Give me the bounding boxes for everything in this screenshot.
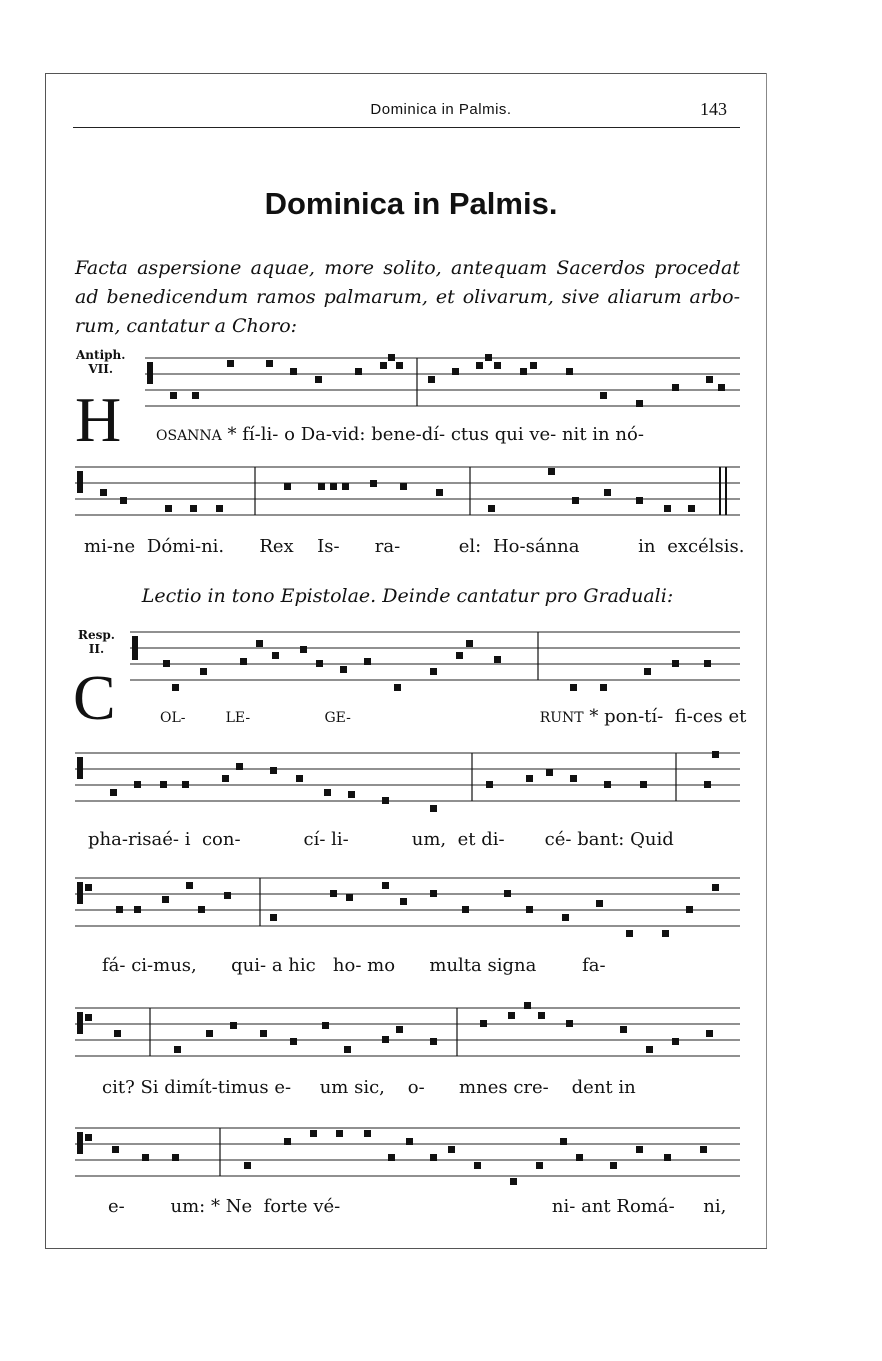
page-title: Dominica in Palmis. (264, 186, 558, 221)
antiphon-lyrics-line-1 (156, 424, 644, 445)
lyric-syllable: RUNT (539, 710, 584, 726)
lyric-syllable: Dómi-ni. (146, 536, 225, 557)
lyric-syllable: multa (429, 955, 482, 976)
responsory-label (78, 628, 115, 656)
lyric-syllable: pha- (88, 829, 128, 850)
lyric-syllable: con- (201, 829, 241, 850)
lyric-syllable: nit (561, 424, 587, 445)
lyric-syllable: * (210, 1196, 220, 1217)
bar-lines (150, 358, 676, 1176)
lyric-syllable: OSANNA (156, 428, 222, 444)
lyric-syllable: vid: (331, 424, 366, 445)
lyric-syllable: pon- (604, 706, 645, 727)
lyric-syllable: fá- (102, 955, 126, 976)
responsory-lyrics-line-2 (88, 829, 674, 850)
lyric-syllable: um (319, 1077, 349, 1098)
lyric-syllable: ni, (703, 1196, 727, 1217)
lyric-syllable: in (618, 1077, 636, 1098)
antiphon-lyrics-line-2 (84, 536, 744, 557)
lyric-syllable: e- (274, 1077, 292, 1098)
lyric-syllable: ci- (131, 955, 154, 976)
responsory-label-text: Resp. (78, 628, 115, 642)
lyric-syllable: i (184, 829, 191, 850)
lyric-syllable: a (271, 955, 283, 976)
lyric-syllable: timus (217, 1077, 269, 1098)
lyric-syllable: cé- (544, 829, 572, 850)
lyric-syllable: Romá- (616, 1196, 675, 1217)
page-number: 143 (700, 99, 727, 119)
responsory-mode: II. (88, 642, 105, 656)
lyric-syllable: li- (260, 424, 279, 445)
lyric-syllable: hic (288, 955, 316, 976)
responsory-initial: C (73, 662, 116, 733)
lyric-syllable: ve- (529, 424, 557, 445)
lyric-syllable: Si (140, 1077, 159, 1098)
lyric-syllable: fi- (674, 706, 693, 727)
lyric-syllable: ho- (332, 955, 362, 976)
lyric-syllable: forte (263, 1196, 308, 1217)
lyric-syllable: Da- (300, 424, 332, 445)
responsory-lyrics-line-3 (102, 955, 606, 976)
lyric-syllable: in (638, 536, 656, 557)
running-head: Dominica in Palmis. (370, 101, 512, 118)
lyric-syllable: e- (108, 1196, 125, 1217)
lyric-syllable: Quid (630, 829, 674, 850)
lyric-syllable: sic, (354, 1077, 385, 1098)
lyric-syllable: um, (411, 829, 447, 850)
lyric-syllable: fa- (582, 955, 606, 976)
lyric-syllable: tí- (644, 706, 664, 727)
lyric-syllable: excélsis. (667, 536, 745, 557)
rubric-lectio: Lectio in tono Epistolae. Deinde cantatur pro Graduali: (141, 585, 674, 607)
lyric-syllable: et (728, 706, 747, 727)
lyric-syllable: ra- (374, 536, 401, 557)
lyric-syllable: fí- (242, 424, 261, 445)
lyric-syllable: GE- (324, 710, 351, 726)
lyric-syllable: nó- (615, 424, 644, 445)
lyric-syllable: mo (367, 955, 396, 976)
lyric-syllable: dí- (421, 424, 446, 445)
lyric-syllable: cit? (102, 1077, 135, 1098)
lyric-syllable: LE- (225, 710, 251, 726)
responsory-lyrics-line-1 (160, 706, 746, 727)
lyric-syllable: OL- (160, 710, 186, 726)
lyric-syllable: Is- (317, 536, 340, 557)
lyric-syllable: et (457, 829, 476, 850)
page-frame-bottom (45, 1248, 767, 1249)
lyric-syllable: dimít- (164, 1077, 218, 1098)
lyric-syllable: dent (571, 1077, 613, 1098)
responsory-lyrics-line-4 (102, 1077, 636, 1098)
lyric-syllable: mnes (459, 1077, 508, 1098)
lyric-syllable: vé- (313, 1196, 341, 1217)
lyric-syllable: ant (581, 1196, 611, 1217)
lyric-syllable: Ho-sánna (492, 536, 580, 557)
lyric-syllable: mus, (153, 955, 197, 976)
lyric-syllable: ni- (551, 1196, 576, 1217)
lyric-syllable: Ne (225, 1196, 253, 1217)
antiphon-initial: H (75, 384, 122, 455)
lyric-syllable: o (284, 424, 295, 445)
staff-lines (75, 358, 740, 1176)
lyric-syllable: ces (692, 706, 723, 727)
lyric-syllable: di- (481, 829, 505, 850)
lyric-syllable: qui- (231, 955, 267, 976)
lyric-syllable: cre- (513, 1077, 549, 1098)
responsory-lyrics-line-5 (108, 1196, 726, 1217)
lyric-syllable: signa (487, 955, 537, 976)
antiphon-mode: VII. (88, 362, 114, 376)
rubric-instruction: Facta aspersione aquae, more solito, antequam Sacerdos procedat ad benedicendum ramos palmarum, et olivarum, sive aliarum arbo-rum, cantatur a Choro: (75, 257, 740, 337)
lyric-syllable: risaé- (127, 829, 180, 850)
lyric-syllable: li- (331, 829, 349, 850)
lyric-syllable: bant: (577, 829, 625, 850)
antiphon-label-text: Antiph. (76, 348, 126, 362)
lyric-syllable: * (227, 424, 237, 445)
lyric-syllable: bene- (371, 424, 422, 445)
lyric-syllable: in (592, 424, 610, 445)
lyric-syllable: um: (170, 1196, 206, 1217)
lyric-syllable: Rex (259, 536, 294, 557)
lyric-syllable: qui (494, 424, 524, 445)
lyric-syllable: cí- (303, 829, 326, 850)
lyric-syllable: ctus (450, 424, 489, 445)
lyric-syllable: el: (458, 536, 482, 557)
lyric-syllable: o- (407, 1077, 425, 1098)
lyric-syllable: mi-ne (84, 536, 136, 557)
lyric-syllable: * (589, 706, 599, 727)
